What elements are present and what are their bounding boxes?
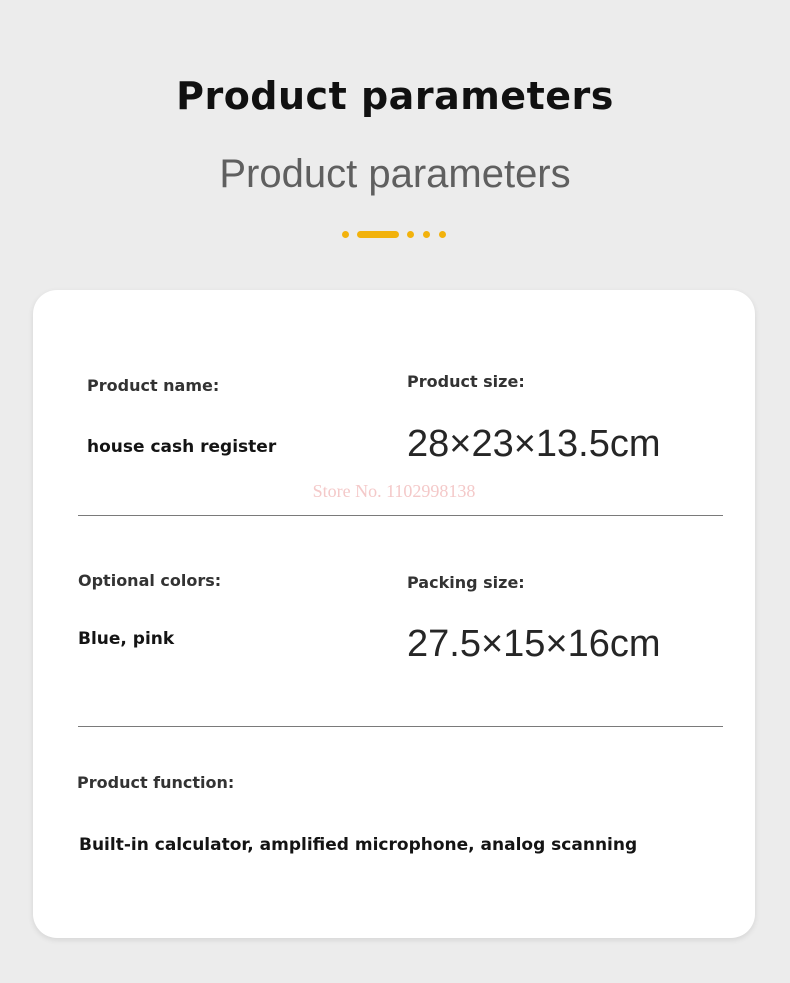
page-subtitle: Product parameters bbox=[219, 152, 571, 196]
store-watermark: Store No. 1102998138 bbox=[312, 481, 476, 501]
packing-size-value: 27.5×15×16cm bbox=[407, 623, 661, 665]
product-name-value: house cash register bbox=[87, 437, 277, 457]
optional-colors-label: Optional colors: bbox=[78, 571, 222, 590]
product-size-label: Product size: bbox=[407, 372, 525, 391]
divider bbox=[78, 726, 723, 727]
product-function-label: Product function: bbox=[77, 773, 235, 792]
parameters-card bbox=[33, 290, 755, 938]
accent-dot bbox=[423, 231, 430, 238]
optional-colors-value: Blue, pink bbox=[78, 629, 175, 649]
divider bbox=[78, 515, 723, 516]
product-function-value: Built-in calculator, amplified microphone, analog scanning bbox=[79, 835, 638, 855]
page-title: Product parameters bbox=[176, 74, 614, 118]
product-size-value: 28×23×13.5cm bbox=[407, 423, 661, 465]
accent-dot bbox=[342, 231, 349, 238]
accent-divider bbox=[342, 231, 452, 238]
accent-dot bbox=[407, 231, 414, 238]
product-name-label: Product name: bbox=[87, 376, 220, 395]
accent-dash bbox=[357, 231, 399, 238]
packing-size-label: Packing size: bbox=[407, 573, 525, 592]
accent-dot bbox=[439, 231, 446, 238]
